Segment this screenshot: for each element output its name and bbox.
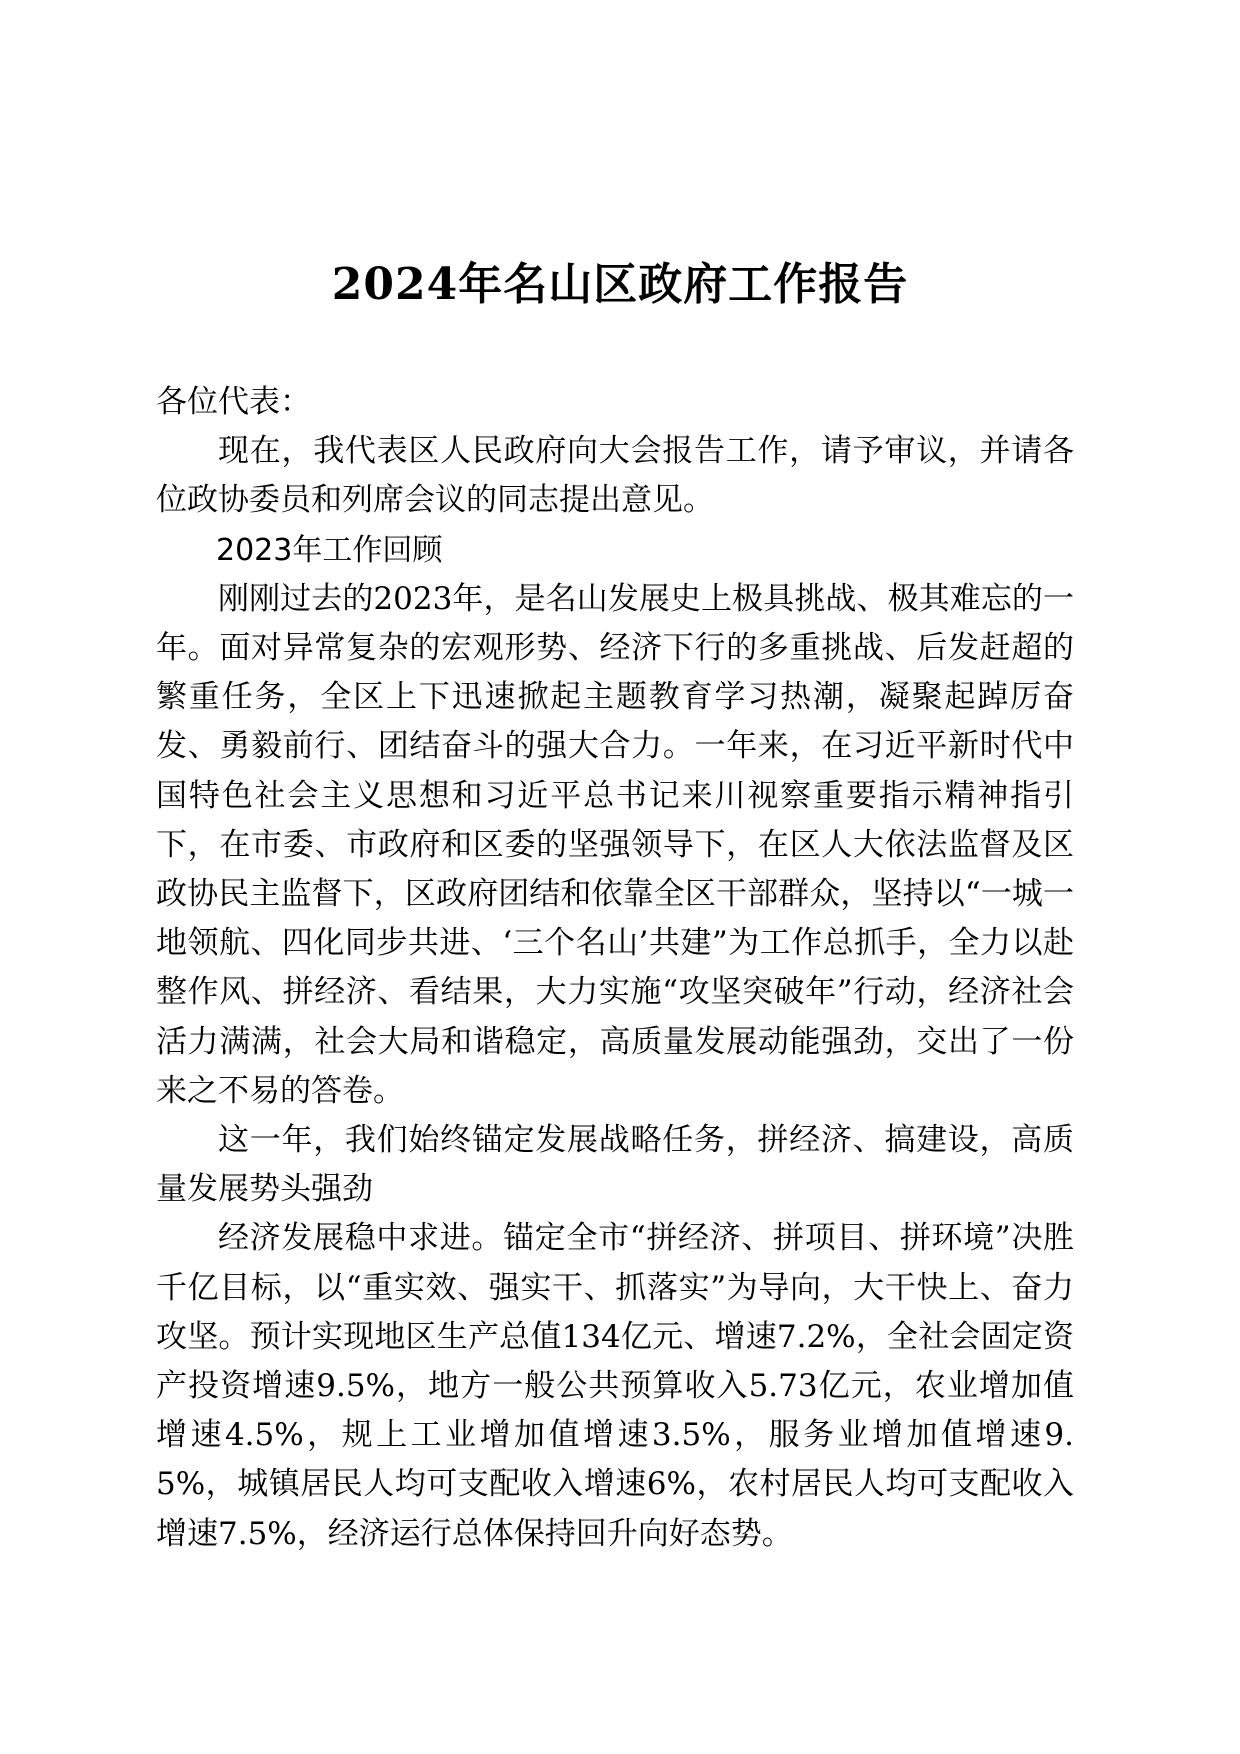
document-title: 2024年名山区政府工作报告 — [331, 259, 909, 310]
salutation: 各位代表： — [156, 384, 311, 420]
paragraph-intro: 现在，我代表区人民政府向大会报告工作，请予审议，并请各位政协委员和列席会议的同志提出意见。 — [156, 433, 1074, 519]
paragraph-economy: 经济发展稳中求进。锚定全市“拼经济、拼项目、拼环境”决胜千亿目标，以“重实效、强实干、抓落实”为导向，大干快上、奋力攻坚。预计实现地区生产总值134亿元、增速7.2%，全社会固定资产投资增速9.5%，地方一般公共预算收入5.73亿元，农业增加值增速4.5%，规上工业增加值增速3.5%，服务业增加值增速9.5%，城镇居民人均可支配收入增速6%，农村居民人均可支配收入增速7.5%，经济运行总体保持回升向好态势。 — [156, 1220, 1074, 1552]
paragraph-strategy: 这一年，我们始终锚定发展战略任务，拼经济、搞建设，高质量发展势头强劲 — [156, 1122, 1074, 1208]
document-body — [156, 378, 1074, 1559]
paragraph-review: 刚刚过去的2023年，是名山发展史上极具挑战、极其难忘的一年。面对异常复杂的宏观形势、经济下行的多重挑战、后发赶超的繁重任务，全区上下迅速掀起主题教育学习热潮，凝聚起踔厉奋发、勇毅前行、团结奋斗的强大合力。一年来，在习近平新时代中国特色社会主义思想和习近平总书记来川视察重要指示精神指引下，在市委、市政府和区委的坚强领导下，在区人大依法监督及区政协民主监督下，区政府团结和依靠全区干部群众，坚持以“一城一地领航、四化同步共进、‘三个名山’共建”为工作总抓手，全力以赴整作风、拼经济、看结果，大力实施“攻坚突破年”行动，经济社会活力满满，社会大局和谐稳定，高质量发展动能强劲，交出了一份来之不易的答卷。 — [156, 580, 1074, 1109]
section-heading: 2023年工作回顾 — [216, 532, 443, 568]
